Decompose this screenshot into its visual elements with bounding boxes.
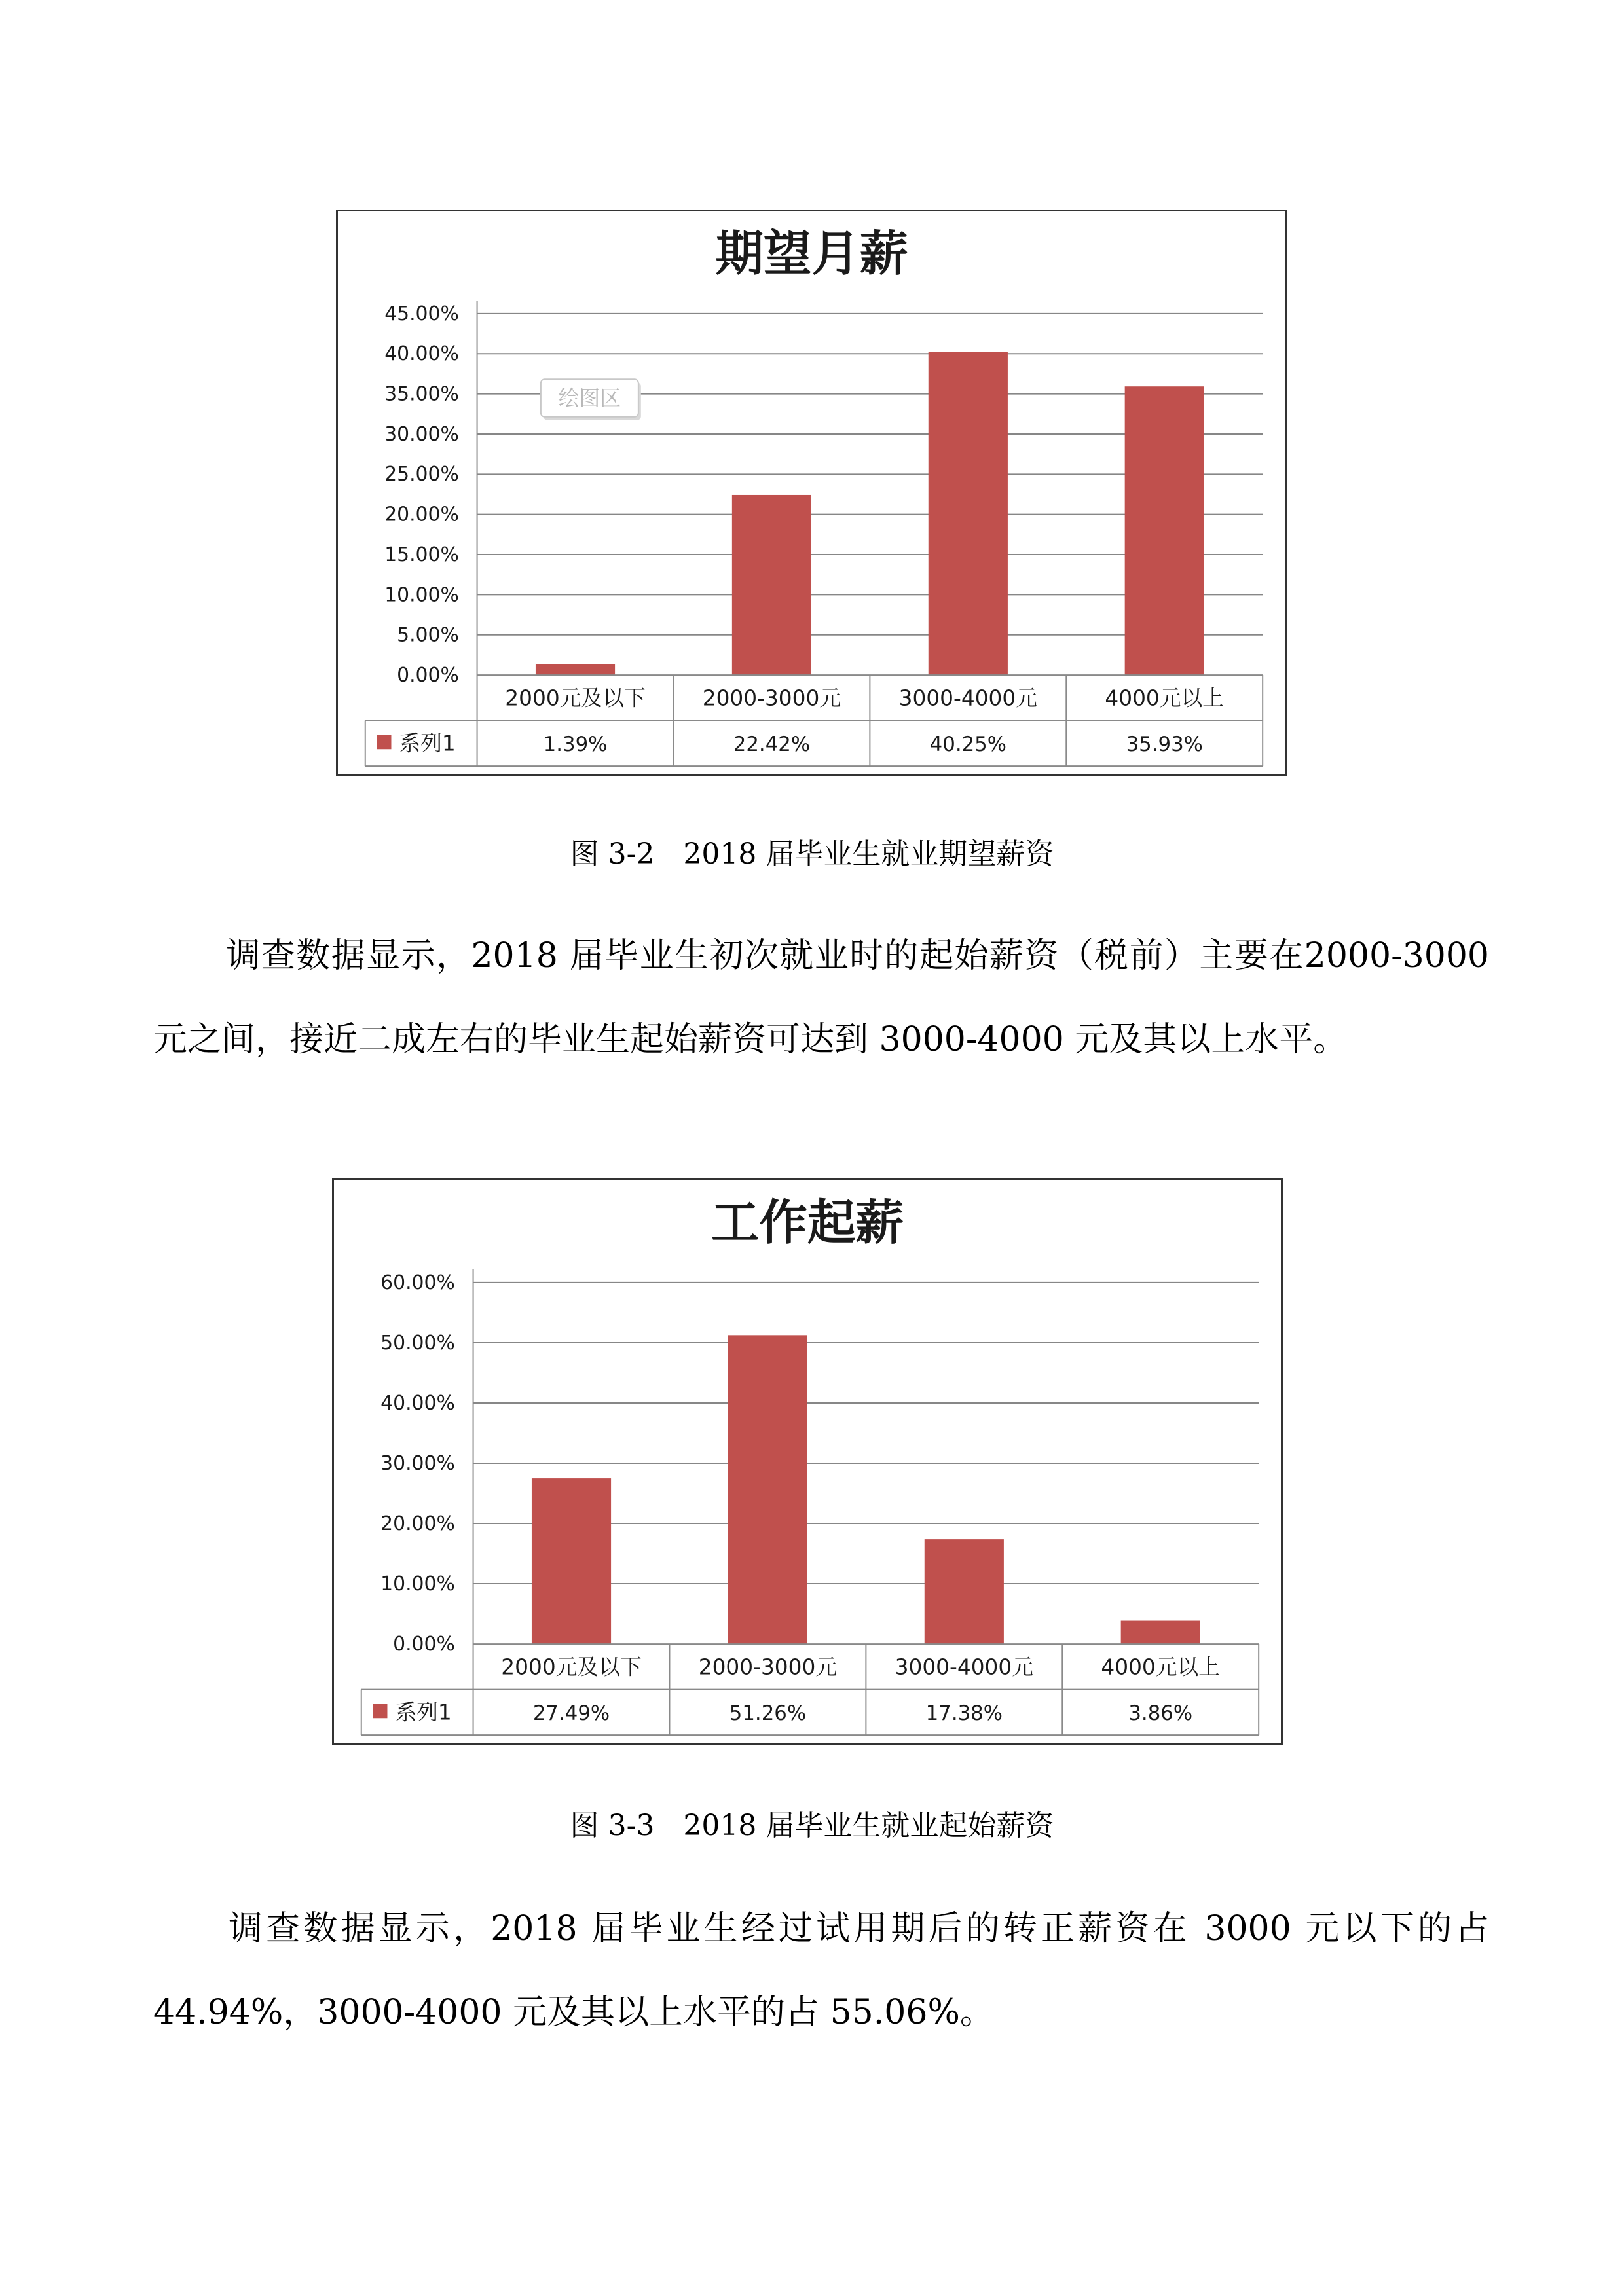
paragraph-2 (153, 1887, 1489, 2054)
chart2-y-tick-label: 20.00% (380, 1512, 455, 1535)
chart1-bar-3 (929, 352, 1008, 675)
chart1-svg (338, 211, 1285, 774)
paragraph-1-text: 调查数据显示，2018 届毕业生初次就业时的起始薪资（税前）主要在2000-3000 元之间，接近二成左右的毕业生起始薪资可达到 3000-4000 元及其以上水平。 (153, 936, 1489, 1059)
chart1-tooltip-text: 绘图区 (558, 386, 621, 410)
chart2-y-tick-label: 50.00% (380, 1331, 455, 1355)
chart2-y-tick-label: 0.00% (393, 1632, 455, 1656)
chart2-value-label: 17.38% (925, 1702, 1003, 1726)
paragraph-2-text: 调查数据显示，2018 届毕业生经过试用期后的转正薪资在 3000 元以下的占44.94%，3000-4000 元及其以上水平的占 55.06%。 (153, 1909, 1489, 2032)
chart2-category-label: 3000-4000元 (895, 1654, 1034, 1680)
chart2-bar-1 (532, 1478, 611, 1644)
chart2-y-tick-label: 30.00% (380, 1451, 455, 1475)
chart2-category-label: 2000-3000元 (698, 1654, 838, 1680)
chart2-svg (334, 1180, 1281, 1743)
chart1-y-tick-label: 45.00% (384, 302, 459, 325)
chart2-bar-3 (925, 1539, 1004, 1644)
chart1-legend-swatch (377, 735, 392, 749)
chart-expected-salary (336, 210, 1287, 776)
chart1-bar-1 (536, 664, 615, 675)
chart2-legend-swatch (373, 1704, 388, 1718)
chart1-y-tick-label: 35.00% (384, 382, 459, 406)
chart2-value-label: 27.49% (532, 1702, 610, 1726)
chart1-value-label: 40.25% (929, 733, 1006, 757)
chart1-value-label: 22.42% (733, 733, 811, 757)
chart2-y-tick-label: 10.00% (380, 1572, 455, 1595)
chart1-y-tick-label: 5.00% (397, 623, 459, 647)
chart2-title: 工作起薪 (711, 1195, 904, 1251)
chart2-y-tick-label: 40.00% (380, 1391, 455, 1415)
chart1-bar-2 (732, 495, 811, 675)
chart1-legend-label: 系列1 (399, 731, 456, 756)
chart1-y-tick-label: 20.00% (384, 503, 459, 526)
chart1-y-tick-label: 30.00% (384, 422, 459, 446)
chart2-category-label: 4000元以上 (1101, 1654, 1221, 1680)
chart1-category-label: 4000元以上 (1105, 685, 1225, 711)
chart2-legend-label: 系列1 (395, 1700, 452, 1725)
chart2-bar-2 (728, 1335, 807, 1644)
chart2-y-tick-label: 60.00% (380, 1271, 455, 1294)
chart1-category-label: 3000-4000元 (898, 685, 1038, 711)
chart2-value-label: 51.26% (729, 1702, 807, 1726)
chart1-y-tick-label: 0.00% (397, 663, 459, 687)
chart1-y-tick-label: 10.00% (384, 583, 459, 607)
chart1-y-tick-label: 25.00% (384, 463, 459, 486)
chart1-title: 期望月薪 (715, 226, 908, 282)
chart1-category-label: 2000-3000元 (702, 685, 841, 711)
paragraph-1 (153, 914, 1489, 1082)
chart2-bar-4 (1121, 1621, 1200, 1645)
chart1-value-label: 35.93% (1126, 733, 1203, 757)
chart2-value-label: 3.86% (1128, 1702, 1193, 1726)
chart1-y-tick-label: 40.00% (384, 342, 459, 366)
chart1-y-tick-label: 15.00% (384, 543, 459, 566)
chart-starting-salary (332, 1178, 1283, 1745)
figure2-caption: 图 3-3 2018 届毕业生就业起始薪资 (570, 1809, 1054, 1842)
chart1-value-label: 1.39% (543, 733, 608, 757)
chart1-bar-4 (1125, 386, 1204, 675)
chart2-category-label: 2000元及以下 (501, 1654, 642, 1680)
chart1-category-label: 2000元及以下 (505, 685, 646, 711)
figure1-caption: 图 3-2 2018 届毕业生就业期望薪资 (570, 837, 1054, 871)
